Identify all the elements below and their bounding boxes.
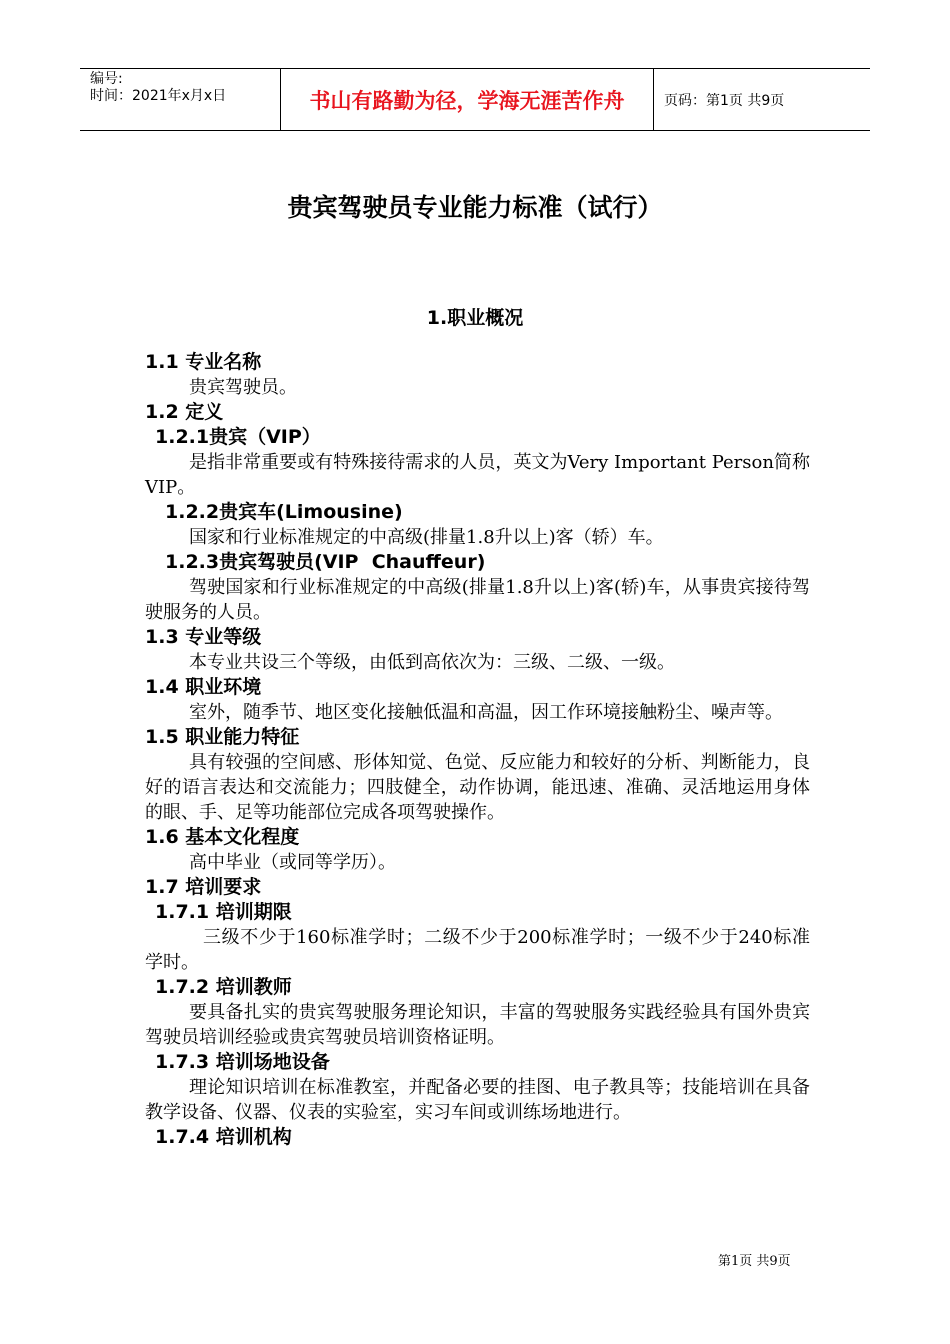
heading-1-2-1: 1.2.1贵宾（VIP） — [155, 426, 321, 448]
heading-1-7-3: 1.7.3 培训场地设备 — [155, 1051, 330, 1073]
heading-1-6: 1.6 基本文化程度 — [145, 826, 300, 848]
heading-1-7-4: 1.7.4 培训机构 — [155, 1126, 292, 1148]
paragraph-1-3: 本专业共设三个等级，由低到高依次为：三级、二级、一级。 — [189, 652, 675, 673]
paragraph-1-7-3: 理论知识培训在标准教室，并配备必要的挂图、电子教具等；技能培训在具备教学设备、仪器、仪表的实验室，实习车间或训练场地进行。 — [145, 1077, 810, 1123]
header-page-label: 页码：第1页 共9页 — [664, 92, 785, 109]
paragraph-1-1: 贵宾驾驶员。 — [189, 377, 297, 398]
paragraph-1-2-2: 国家和行业标准规定的中高级(排量1.8升以上)客（轿）车。 — [189, 527, 664, 548]
paragraph-1-6: 高中毕业（或同等学历）。 — [189, 852, 396, 873]
header-table — [80, 68, 870, 131]
heading-1-1: 1.1 专业名称 — [145, 351, 262, 373]
paragraph-1-2-1: 是指非常重要或有特殊接待需求的人员，英文为Very Important Person简称VIP。 — [145, 452, 810, 498]
paragraph-1-4: 室外，随季节、地区变化接触低温和高温，因工作环境接触粉尘、噪声等。 — [189, 702, 783, 723]
heading-1-2-3: 1.2.3贵宾驾驶员(VIP Chauffeur) — [165, 551, 486, 573]
paragraph-1-5: 具有较强的空间感、形体知觉、色觉、反应能力和较好的分析、判断能力，良好的语言表达和交流能力；四肢健全，动作协调，能迅速、准确、灵活地运用身体的眼、手、足等功能部位完成各项驾驶操作。 — [145, 752, 810, 823]
page-footer: 第1页 共9页 — [718, 1254, 791, 1269]
heading-1-7-2: 1.7.2 培训教师 — [155, 976, 292, 998]
doc-time-label: 时间：2021年x月x日 — [90, 88, 227, 104]
heading-1-3: 1.3 专业等级 — [145, 626, 262, 648]
heading-1-7: 1.7 培训要求 — [145, 876, 262, 898]
heading-1-7-1: 1.7.1 培训期限 — [155, 901, 292, 923]
heading-1-5: 1.5 职业能力特征 — [145, 726, 300, 748]
heading-1-2-2: 1.2.2贵宾车(Limousine) — [165, 501, 403, 523]
doc-number-label: 编号: — [90, 71, 123, 87]
document-body — [145, 350, 810, 1150]
paragraph-1-7-2: 要具备扎实的贵宾驾驶服务理论知识，丰富的驾驶服务实践经验具有国外贵宾驾驶员培训经验或贵宾驾驶员培训资格证明。 — [145, 1002, 810, 1048]
section-title: 1.职业概况 — [426, 307, 524, 329]
paragraph-1-7-1: 三级不少于160标准学时；二级不少于200标准学时；一级不少于240标准学时。 — [145, 927, 810, 973]
paragraph-1-2-3: 驾驶国家和行业标准规定的中高级(排量1.8升以上)客(轿)车，从事贵宾接待驾驶服务的人员。 — [145, 577, 810, 623]
heading-1-2: 1.2 定义 — [145, 401, 224, 423]
heading-1-4: 1.4 职业环境 — [145, 676, 262, 698]
document-title: 贵宾驾驶员专业能力标准（试行） — [287, 193, 663, 222]
header-left-cell — [80, 69, 281, 130]
header-motto: 书山有路勤为径，学海无涯苦作舟 — [281, 69, 654, 130]
